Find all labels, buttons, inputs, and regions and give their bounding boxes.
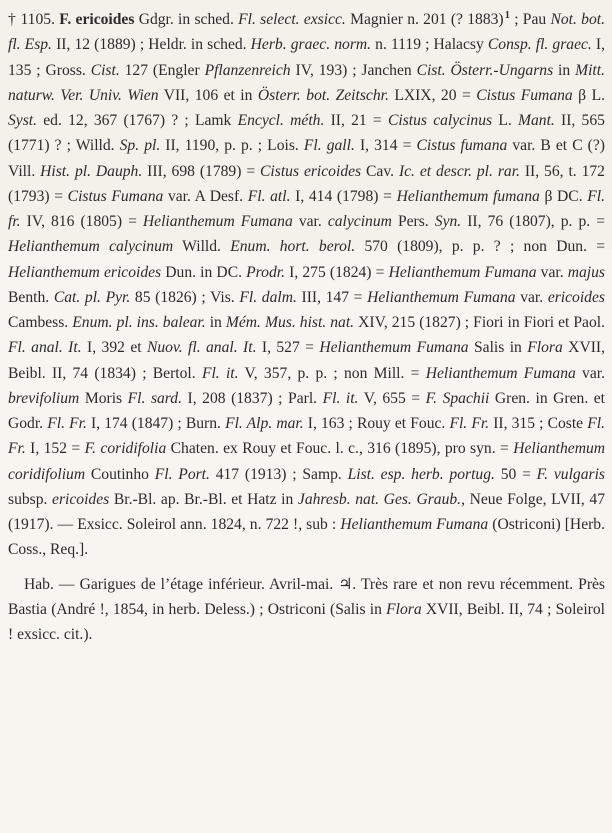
- citation-title: Mitt. naturw. Ver. Univ. Wien: [8, 61, 605, 104]
- citation-title: Flora: [527, 339, 563, 357]
- citation-title: Mant.: [517, 112, 555, 130]
- text: II, 315 ; Coste: [489, 415, 588, 433]
- variety-name: ericoides: [547, 288, 605, 306]
- citation-title: List. esp. herb. portug.: [347, 465, 495, 483]
- text: I, 152 =: [25, 440, 85, 458]
- citation-title: Hist. pl. Dauph.: [40, 162, 143, 180]
- text: Moris: [79, 389, 128, 407]
- entry-number: 1105.: [20, 11, 55, 29]
- citation-title: Fl. anal. It.: [8, 339, 82, 357]
- text: IV, 816 (1805) =: [20, 213, 143, 231]
- synonym-name: Cistus ericoides: [260, 162, 362, 180]
- text: II, 565 (1771) ? ; Willd.: [8, 112, 605, 155]
- synonym-name: Helianthemum Fumana: [367, 288, 516, 306]
- text: XVII, Beibl. II, 74 (1834) ; Bertol.: [8, 339, 605, 382]
- text: Cambess.: [8, 314, 73, 332]
- citation-title: Fl. Port.: [154, 465, 210, 483]
- text: II, 76 (1807), p. p. =: [461, 213, 606, 231]
- text: Willd.: [173, 238, 231, 256]
- citation-title: Encycl. méth.: [237, 112, 325, 130]
- text: Gren. in Gren. et Godr.: [8, 389, 606, 433]
- text: 127 (Engler: [119, 61, 205, 79]
- text: LXIX, 20 =: [388, 86, 477, 104]
- synonym-name: Helianthemum Fumana: [340, 516, 489, 534]
- citation-title: Fl. it.: [322, 389, 359, 407]
- text: II, 21 =: [324, 112, 388, 130]
- text: L.: [492, 112, 518, 130]
- citation-title: Fl. it.: [201, 364, 239, 382]
- text: I, 314 =: [354, 137, 417, 155]
- text: I, 414 (1798) =: [290, 187, 397, 205]
- citation-title: Cist.: [90, 61, 120, 79]
- synonym-name: Helianthemum Fumana: [388, 263, 537, 281]
- text: Magnier n. 201 (? 1883): [345, 11, 504, 29]
- text: Dun. in DC.: [161, 263, 247, 281]
- citation-title: Enum. pl. ins. balear.: [72, 314, 206, 332]
- citation-title: Syn.: [434, 213, 462, 231]
- citation-title: Fl. sard.: [127, 389, 182, 407]
- dagger-marker: †: [8, 11, 17, 29]
- text: II, 12 (1889) ; Heldr. in sched.: [51, 36, 251, 54]
- text: Benth.: [8, 288, 54, 306]
- text: var.: [536, 263, 568, 281]
- citation-title: Syst.: [8, 112, 38, 130]
- text: I, 135 ; Gross.: [8, 36, 606, 79]
- text: Coutinho: [85, 465, 155, 483]
- synonym-name: F. coridifolia: [84, 440, 167, 458]
- variety-name: majus: [567, 263, 605, 281]
- text: Chaten. ex Rouy et Fouc. l. c., 316 (1895), pro syn. =: [166, 440, 514, 458]
- text: var. A Desf.: [163, 187, 248, 205]
- text: ; Pau: [509, 11, 551, 29]
- text: II, 1190, p. p. ; Lois.: [160, 137, 304, 155]
- text: var.: [575, 364, 606, 382]
- synonym-name: Helianthemum fumana: [396, 187, 540, 205]
- citation-title: Österr. bot. Zeitschr.: [257, 86, 389, 104]
- synonym-name: Helianthemum Fumana: [425, 364, 576, 382]
- text: ed. 12, 367 (1767) ? ; Lamk: [37, 112, 238, 130]
- citation-title: Pflanzenreich: [204, 61, 291, 79]
- synonym-name: F. vulgaris: [536, 465, 605, 483]
- text: β L.: [572, 86, 606, 104]
- variety-name: calycinum: [327, 213, 392, 231]
- text: 85 (1826) ; Vis.: [130, 288, 240, 306]
- text: XIV, 215 (1827) ; Fiori in Fiori et Paol.: [354, 314, 605, 332]
- citation-title: Fl. fr.: [8, 187, 606, 231]
- text: 50 =: [494, 465, 537, 483]
- footnote-marker: 1: [504, 10, 510, 21]
- text: II, 56, t. 172 (1793) =: [8, 162, 605, 205]
- text: in: [553, 61, 576, 79]
- synonym-name: Helianthemum ericoides: [8, 263, 162, 281]
- text: I, 275 (1824) =: [285, 263, 389, 281]
- habitat-paragraph: [8, 572, 605, 647]
- taxon-name: F. ericoides: [59, 11, 135, 29]
- text: in: [205, 314, 226, 332]
- synonym-name: Cistus fumana: [416, 137, 508, 155]
- synonym-name: Helianthemum coridifolium: [8, 440, 606, 483]
- citation-title: Cat. pl. Pyr.: [53, 288, 131, 306]
- variety-name: brevifolium: [8, 389, 80, 407]
- text: Salis in: [468, 339, 528, 357]
- subspecies-name: ericoides: [52, 490, 110, 508]
- text: V, 357, p. p. ; non Mill. =: [238, 364, 426, 382]
- text: Br.-Bl. ap. Br.-Bl. et Hatz in: [109, 490, 298, 508]
- text: subsp.: [8, 490, 53, 508]
- text: 570 (1809), p. p. ? ; non Dun. =: [355, 238, 606, 256]
- citation-title: Fl. atl.: [247, 187, 291, 205]
- text: VII, 106 et in: [158, 86, 258, 104]
- text: I, 208 (1837) ; Parl.: [182, 389, 323, 407]
- citation-title: Fl. Fr.: [449, 415, 490, 433]
- synonym-name: Cistus Fumana: [67, 187, 164, 205]
- citation-title: Nuov. fl. anal. It.: [146, 339, 257, 357]
- citation-title: Ic. et descr. pl. rar.: [398, 162, 520, 180]
- text: III, 147 =: [296, 288, 368, 306]
- text: Pers.: [391, 213, 435, 231]
- text: Cav.: [361, 162, 399, 180]
- text: III, 698 (1789) =: [142, 162, 261, 180]
- text: I, 392 et: [81, 339, 147, 357]
- citation-title: Prodr.: [246, 263, 285, 281]
- synonym-name: Helianthemum calycinum: [8, 238, 174, 256]
- text: Gdgr. in sched.: [134, 11, 239, 29]
- citation-title: Not. bot. fl. Esp.: [8, 11, 605, 54]
- citation-title: Mém. Mus. hist. nat.: [225, 314, 355, 332]
- synonym-name: Cistus calycinus: [387, 112, 493, 130]
- citation-title: Sp. pl.: [119, 137, 161, 155]
- citation-title: Herb. graec. norm.: [250, 36, 372, 54]
- text: var.: [292, 213, 328, 231]
- citation-title: Cist. Österr.-Ungarns: [416, 61, 554, 79]
- text: β DC.: [539, 187, 588, 205]
- text: var. B et C (?) Vill.: [8, 137, 605, 180]
- synonym-name: F. Spachii: [425, 389, 490, 407]
- citation-title: Fl. Fr.: [47, 415, 87, 433]
- text: var.: [515, 288, 548, 306]
- citation-title: Fl. select. exsicc.: [238, 11, 346, 29]
- text: n. 1119 ; Halacsy: [371, 36, 488, 54]
- text: IV, 193) ; Janchen: [290, 61, 417, 79]
- citation-title: Jahresb. nat. Ges. Graub.: [297, 490, 462, 508]
- citation-title: Fl. gall.: [303, 137, 355, 155]
- citation-title: Fl. dalm.: [239, 288, 297, 306]
- citation-title: Consp. fl. graec.: [487, 36, 592, 54]
- text: Hab. — Garigues de l’étage inférieur. Avril-mai. ♃. Très rare et non revu récemment. Près Bastia (André !, 1854, in herb. Deless.) ; Ostriconi (Salis in: [8, 575, 605, 618]
- citation-title: Fl. Fr.: [8, 415, 605, 458]
- text: V, 655 =: [358, 389, 426, 407]
- citation-title: Fl. Alp. mar.: [225, 415, 304, 433]
- text: 417 (1913) ; Samp.: [209, 465, 348, 483]
- synonym-name: Helianthemum Fumana: [142, 213, 293, 231]
- citation-title: Flora: [386, 600, 422, 618]
- text: I, 163 ; Rouy et Fouc.: [303, 415, 450, 433]
- text: I, 174 (1847) ; Burn.: [86, 415, 226, 433]
- citation-title: Enum. hort. berol.: [230, 238, 356, 256]
- text: , Neue Folge, LVII, 47 (1917). — Exsicc. Soleirol ann. 1824, n. 722 !, sub :: [8, 490, 606, 534]
- text: I, 527 =: [256, 339, 320, 357]
- text: XVII, Beibl. II, 74 ; Soleirol ! exsicc. cit.).: [8, 600, 605, 643]
- synonym-name: Helianthemum Fumana: [319, 339, 469, 357]
- synonym-name: Cistus Fumana: [476, 86, 573, 104]
- taxon-entry: [8, 3, 605, 563]
- text: (Ostriconi) [Herb. Coss., Req.].: [8, 516, 606, 559]
